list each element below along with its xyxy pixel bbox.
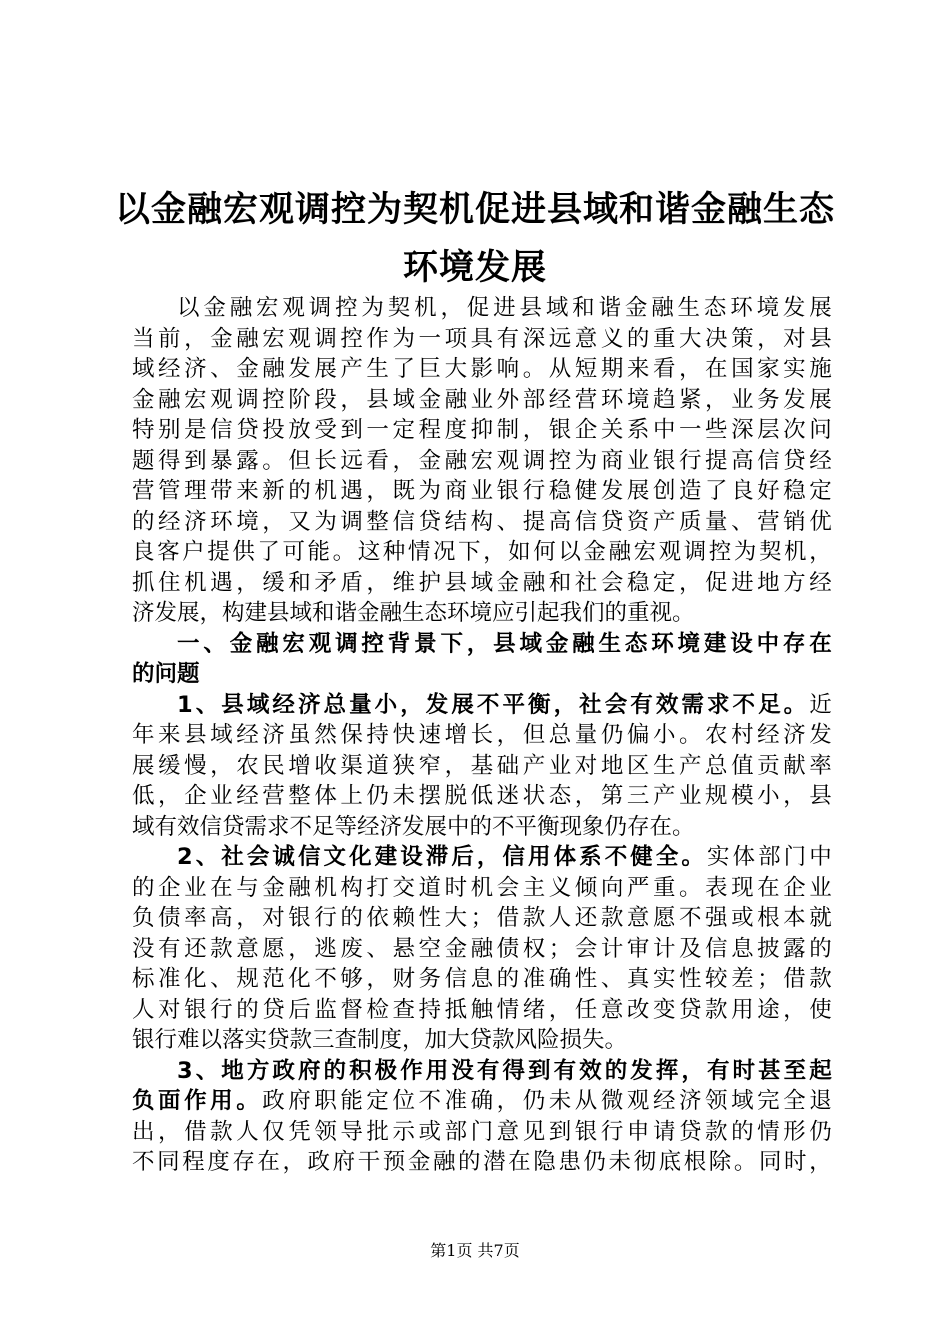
paragraph-line: 年 来 县 域 经 济 虽 然 保 持 快 速 增 长 ， 但 总 量 仍 偏 小 。 农 村 经 济 发 [132,722,832,748]
subheading-3: 3 、 地 方 政 府 的 积 极 作 用 没 有 得 到 有 效 的 发 挥 ， 有 时 甚 至 起 [177,1057,832,1084]
paragraph-line: 营 管 理 带 来 新 的 机 遇 ， 既 为 商 业 银 行 稳 健 发 展 创 造 了 良 好 稳 定 [132,478,832,504]
document-title-line-2: 环境发展 [402,247,547,288]
section-heading: 的问题 [132,661,200,687]
paragraph-line: 2 、 社 会 诚 信 文 化 建 设 滞 后 ， 信 用 体 系 不 健 全 。 实 体 部 门 中 [177,844,832,870]
paragraph-line: 银行难以落实贷款三查制度，加大贷款风险损失。 [132,1027,628,1053]
paragraph-line: 抓 住 机 遇 ， 缓 和 矛 盾 ， 维 护 县 域 金 融 和 社 会 稳 定 ， 促 进 地 方 经 [132,569,832,596]
paragraph-line: 负 债 率 高 ， 对 银 行 的 依 赖 性 大 ； 借 款 人 还 款 意 愿 不 强 或 根 本 就 [132,905,832,931]
paragraph-line: 人 对 银 行 的 贷 后 监 督 检 查 持 抵 触 情 绪 ， 任 意 改 变 贷 款 用 途 ， 使 [132,996,832,1023]
paragraph-line: 的 经 济 环 境 ， 又 为 调 整 信 贷 结 构 、 提 高 信 贷 资 产 质 量 、 营 销 优 [132,508,832,535]
document-body [132,293,832,1178]
paragraph-line: 以 金 融 宏 观 调 控 为 契 机 ， 促 进 县 域 和 谐 金 融 生 态 环 境 发 展 [177,295,832,321]
paragraph-line: 不 同 程 度 存 在 ， 政 府 干 预 金 融 的 潜 在 隐 患 仍 未 彻 底 根 除 。 同 时 ， [132,1149,832,1175]
paragraph-line: 标 准 化 、 规 范 化 不 够 ， 财 务 信 息 的 准 确 性 、 真 实 性 较 差 ； 借 款 [132,966,832,992]
paragraph-line: 济发展，构建县域和谐金融生态环境应引起我们的重视。 [132,600,695,626]
paragraph-line: 的 企 业 在 与 金 融 机 构 打 交 道 时 机 会 主 义 倾 向 严 重 。 表 现 在 企 业 [132,874,832,901]
paragraph-line: 域有效信贷需求不足等经济发展中的不平衡现象仍存在。 [132,813,695,840]
document-title-line-1: 以金融宏观调控为契机促进县域和谐金融生态 [114,189,835,230]
section-heading: 一 、 金 融 宏 观 调 控 背 景 下 ， 县 域 金 融 生 态 环 境 建 设 中 存 在 [177,630,832,657]
paragraph-line: 没 有 还 款 意 愿 ， 逃 废 、 悬 空 金 融 债 权 ； 会 计 审 计 及 信 息 披 露 的 [132,935,832,962]
paragraph-line: 展 缓 慢 ， 农 民 增 收 渠 道 狭 窄 ， 基 础 产 业 对 地 区 生 产 总 值 贡 献 率 [132,752,832,779]
paragraph-line: 当 前 ， 金 融 宏 观 调 控 作 为 一 项 具 有 深 远 意 义 的 重 大 决 策 ， 对 县 [132,325,832,352]
paragraph-line: 低 ， 企 业 经 营 整 体 上 仍 未 摆 脱 低 迷 状 态 ， 第 三 产 业 规 模 小 ， 县 [132,783,832,809]
paragraph-line: 1 、 县 域 经 济 总 量 小 ， 发 展 不 平 衡 ， 社 会 有 效 需 求 不 足 。 近 [177,691,832,718]
paragraph-line: 特 别 是 信 贷 投 放 受 到 一 定 程 度 抑 制 ， 银 企 关 系 中 一 些 深 层 次 问 [132,417,832,443]
paragraph-line: 金 融 宏 观 调 控 阶 段 ， 县 域 金 融 业 外 部 经 营 环 境 趋 紧 ， 业 务 发 展 [132,386,832,413]
paragraph-line: 良 客 户 提 供 了 可 能 。 这 种 情 况 下 ， 如 何 以 金 融 宏 观 调 控 为 契 机 ， [132,539,832,565]
paragraph-line: 出 ， 借 款 人 仅 凭 领 导 批 示 或 部 门 意 见 到 银 行 申 请 贷 款 的 情 形 仍 [132,1118,832,1145]
page-footer: 第1页 共7页 [430,1241,520,1260]
paragraph-line: 题 得 到 暴 露 。 但 长 远 看 ， 金 融 宏 观 调 控 为 商 业 银 行 提 高 信 贷 经 [132,447,832,474]
paragraph-line: 域 经 济 、 金 融 发 展 产 生 了 巨 大 影 响 。 从 短 期 来 看 ， 在 国 家 实 施 [132,356,832,382]
paragraph-line: 负 面 作 用 。 政 府 职 能 定 位 不 准 确 ， 仍 未 从 微 观 经 济 领 域 完 全 退 [132,1088,832,1114]
